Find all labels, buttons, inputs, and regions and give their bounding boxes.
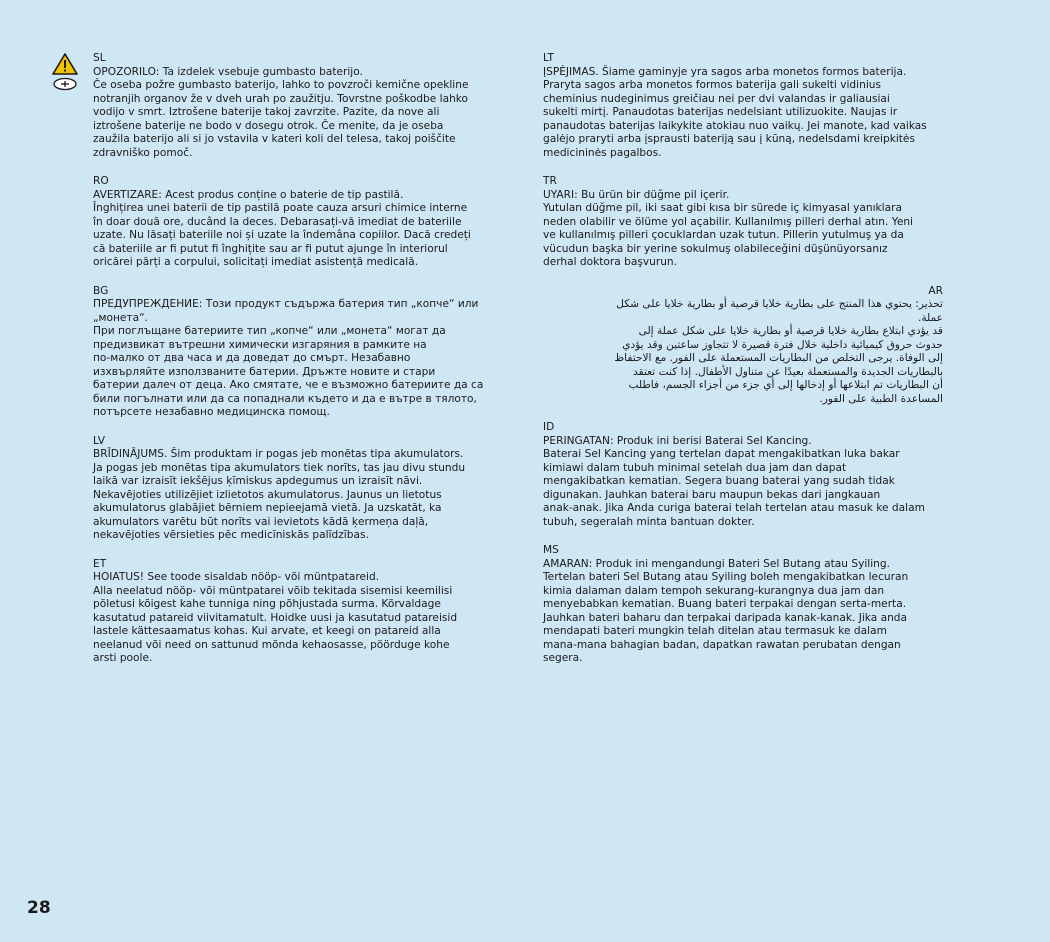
- warning-text: PERINGATAN: Produk ini berisi Baterai Sel Kancing. Baterai Sel Kancing yang tertelan dapat mengakibatkan luka bakar kimiawi dalam tubuh minimal setelah dua jam dan dapat mengakibatkan kematian. Segera buang baterai yang sudah tidak digunakan. Jauhkan baterai baru maupun bekas dari jangkauan anak-anak. Jika Anda curiga baterai telah tertelan atau masuk ke dalam tubuh, segeralah minta bantuan dokter.: [543, 434, 925, 528]
- language-code: SL: [93, 52, 106, 64]
- warning-text: ĮSPĖJIMAS. Šiame gaminyje yra sagos arba monetos formos baterija. Praryta sagos arba monetos formos baterija gali sukelti vidinius cheminius nudeginimus greičiau nei per dvi valandas ir galiausiai sukelti mirtį. Panaudotas baterijas nedelsiant utilizuokite. Naujas ir panaudotas baterijas laikykite atokiau nuo vaikų. Jei manote, kad vaikas galėjo praryti arba įsprausti bateriją sau į kūną, nedelsdami kreipkitės medicininės pagalbos.: [543, 65, 927, 159]
- left-column: [93, 52, 498, 681]
- language-code: TR: [543, 175, 557, 187]
- section-tr: [543, 175, 943, 270]
- section-lv: [93, 435, 498, 543]
- language-code: ID: [543, 421, 555, 433]
- language-code: RO: [93, 175, 109, 187]
- section-ar: [543, 285, 943, 407]
- warning-icons: [52, 53, 80, 91]
- language-code: BG: [93, 284, 109, 297]
- section-sl: [93, 52, 498, 160]
- language-code: ET: [93, 557, 107, 570]
- warning-text: AVERTIZARE: Acest produs conține o baterie de tip pastilă. Înghițirea unei baterii de tip pastilă poate cauza arsuri chimice interne în doar două ore, ducând la deces. Debarasați-vă imediat de bateriile uzate. Nu lăsați bateriile noi și uzate la îndemâna copiilor. Dacă credeți că bateriile ar fi putut fi înghițite sau ar fi putut ajunge în interiorul oricărei părți a corpului, solicitați imediat asistență medicală.: [93, 188, 471, 268]
- section-bg: [93, 285, 498, 420]
- language-code: LT: [543, 52, 554, 64]
- right-column: [543, 52, 943, 681]
- warning-text: تحذير: يحتوي هذا المنتج على بطارية خلايا قرصية أو بطارية خلايا على شكل عملة. قد يؤدي ابتلاع بطارية خلايا قرصية أو بطارية خلايا على شكل عملة إلى حدوث حروق كيميائية داخلية خلال فترة قصيرة لا تتجاوز ساعتين وقد يؤدي إلى الوفاة. يرجى التخلص من البطاريات المستعملة على الفور. مع الاحتفاظ بالبطاريات الجديدة والمستعملة بعيدًا عن متناول الأطفال. إذا كنت تعتقد أن البطاريات تم ابتلاعها أو إدخالها إلى أي جزء من أجزاء الجسم، فاطلب المساعدة الطبية على الفور.: [614, 298, 943, 405]
- section-et: [93, 558, 498, 666]
- language-code: AR: [928, 284, 943, 297]
- section-ms: [543, 544, 943, 666]
- coin-battery-icon: [52, 77, 78, 91]
- warning-text: AMARAN: Produk ini mengandungi Bateri Sel Butang atau Syiling. Tertelan bateri Sel Butang atau Syiling boleh mengakibatkan lecuran kimia dalaman dalam tempoh sekurang-kurangnya dua jam dan menyebabkan kematian. Buang bateri terpakai dengan serta-merta. Jauhkan bateri baharu dan terpakai daripada kanak-kanak. Jika anda mendapati bateri mungkin telah ditelan atau termasuk ke dalam mana-mana bahagian badan, dapatkan rawatan perubatan dengan segera.: [543, 557, 909, 664]
- section-id: [543, 421, 943, 529]
- page-number: 28: [27, 898, 51, 918]
- section-ro: [93, 175, 498, 270]
- warning-text: UYARI: Bu ürün bir düğme pil içerir. Yutulan düğme pil, iki saat gibi kısa bir sürede iç kimyasal yanıklara neden olabilir ve ölüme yol açabilir. Kullanılmış pilleri derhal atın. Yeni ve kullanılmış pilleri çocuklardan uzak tutun. Pillerin yutulmuş ya da vücudun başka bir yerine sokulmuş olabileceğini düşünüyorsanız derhal doktora başvurun.: [543, 188, 913, 268]
- warning-text: ПРЕДУПРЕЖДЕНИЕ: Този продукт съдържа батерия тип „копче“ или „монета“. При поглъщане батериите тип „копче“ или „монета“ могат да предизвикат вътрешни химически изгаряния в рамките на по-малко от два часа и да доведат до смърт. Незабавно изхвърляйте използваните батерии. Дръжте новите и стари батерии далеч от деца. Ако смятате, че е възможно батериите да са били погълнати или да са попаднали където и да е вътре в тялото, потърсете незабавно медицинска помощ.: [93, 298, 484, 418]
- language-code: LV: [93, 434, 105, 447]
- warning-text: HOIATUS! See toode sisaldab nööp- või müntpatareid. Alla neelatud nööp- või müntpatarei võib tekitada sisemisi keemilisi põletusi kõigest kahe tunniga ning põhjustada surma. Kõrvaldage kasutatud patareid viivitamatult. Hoidke uusi ja kasutatud patareisid lastele kättesaamatus kohas. Kui arvate, et keegi on patareid alla neelanud või need on sattunud mõnda kehaosasse, pöörduge kohe arsti poole.: [93, 571, 458, 664]
- warning-text: BRĪDINĀJUMS. Šim produktam ir pogas jeb monētas tipa akumulators. Ja pogas jeb monētas tipa akumulators tiek norīts, tas jau divu stundu laikā var izraisīt iekšējus ķīmiskus apdegumus un izraisīt nāvi. Nekavējoties utilizējiet izlietotos akumulatorus. Jaunus un lietotus akumulatorus glabājiet bērniem nepieejamā vietā. Ja uzskatāt, ka akumulators varētu būt norīts vai ievietots kādā ķermeņa daļā, nekavējoties vērsieties pēc medicīniskās palīdzības.: [93, 448, 466, 541]
- warning-icon: [52, 53, 78, 75]
- section-lt: [543, 52, 943, 160]
- warning-text: OPOZORILO: Ta izdelek vsebuje gumbasto baterijo. Če oseba požre gumbasto baterijo, lahko to povzroči kemične opekline notranjih organov že v dveh urah po zaužitju. Tovrstne poškodbe lahko vodijo v smrt. Iztrošene baterije takoj zavrzite. Pazite, da nove ali iztrošene baterije ne bodo v dosegu otrok. Če menite, da je oseba zaužila baterijo ali si jo vstavila v kateri koli del telesa, takoj poiščite zdravniško pomoč.: [93, 65, 469, 159]
- language-code: MS: [543, 544, 559, 556]
